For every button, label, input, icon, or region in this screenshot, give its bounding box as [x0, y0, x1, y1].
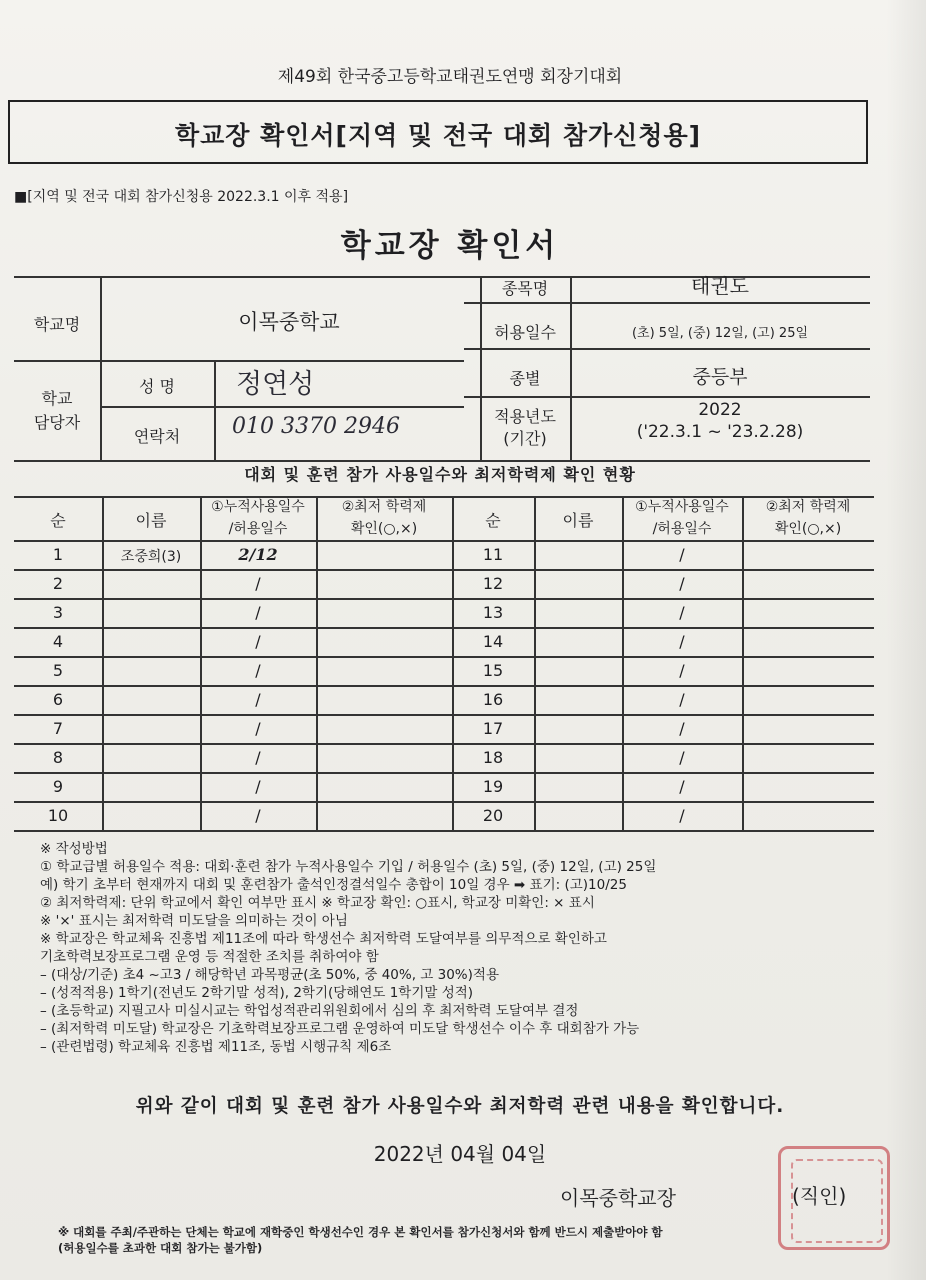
- contact-value: 010 3370 2946: [232, 414, 400, 439]
- row-number: 20: [482, 806, 504, 825]
- row-days: /: [679, 748, 685, 767]
- row-number: 1: [52, 545, 64, 564]
- note-line: ② 최저학력제: 단위 학교에서 확인 여부만 표시 ※ 학교장 확인: ○표시, 학교장 미확인: × 표시: [40, 895, 595, 911]
- row-days: /: [679, 719, 685, 738]
- row-days: /: [255, 748, 261, 767]
- table-row-line: [14, 801, 874, 803]
- period-value: ('22.3.1 ~ '23.2.28): [636, 422, 804, 442]
- note-line: – (최저학력 미도달) 학교장은 기초학력보장프로그램 운영하여 미도달 학생선수 이수 후 대회참가 가능: [40, 1021, 640, 1037]
- row-number: 4: [52, 632, 64, 651]
- main-title: 학교장 확인서: [340, 228, 560, 264]
- table-row-line: [14, 598, 874, 600]
- year-label-1: 적용년도: [494, 407, 556, 426]
- row-number: 18: [482, 748, 504, 767]
- note-line: – (성적적용) 1학기(전년도 2학기말 성적), 2학기(당해연도 1학기말 성적): [40, 985, 474, 1001]
- row-number: 15: [482, 661, 504, 680]
- row-days: /: [679, 545, 685, 564]
- note-line: ※ 작성방법: [40, 841, 108, 857]
- row-days: /: [255, 806, 261, 825]
- row-days: /: [679, 632, 685, 651]
- table-row-line: [14, 656, 874, 658]
- header-days-2: /허용일수: [652, 521, 712, 537]
- table-col-line: [534, 496, 536, 830]
- header-name: 이름: [562, 511, 594, 530]
- info-table: [14, 266, 870, 462]
- row-name: 조중희(3): [120, 549, 182, 565]
- document-date: 2022년 04월 04일: [373, 1142, 547, 1166]
- footer-note: [58, 1224, 878, 1256]
- table-row-line: [14, 569, 874, 571]
- name-label: 성 명: [139, 377, 175, 396]
- event-value: 태권도: [691, 274, 749, 298]
- footer-line: (허용일수를 초과한 대회 참가는 불가함): [58, 1241, 263, 1255]
- note-line: ※ 학교장은 학교체육 진흥법 제11조에 따라 학생선수 최저학력 도달여부를 의무적으로 확인하고: [40, 931, 607, 947]
- school-label: 학교명: [33, 315, 81, 334]
- division-label: 종별: [509, 369, 541, 388]
- header-grade-1: ②최저 학력제: [765, 499, 851, 515]
- year-label-2: (기간): [503, 429, 547, 448]
- row-days: /: [679, 777, 685, 796]
- row-number: 19: [482, 777, 504, 796]
- header-grade-1: ②최저 학력제: [341, 499, 427, 515]
- row-number: 8: [52, 748, 64, 767]
- manager-label-2: 담당자: [33, 413, 81, 432]
- note-line: – (대상/기준) 초4 ~고3 / 해당학년 과목평균(초 50%, 중 40%, 고 30%)적용: [40, 967, 499, 983]
- table-row-line: [14, 772, 874, 774]
- competition-name: 제49회 한국중고등학교태권도연맹 회장기대회: [277, 67, 623, 87]
- table-row-line: [14, 540, 874, 542]
- row-number: 5: [52, 661, 64, 680]
- row-days: /: [679, 603, 685, 622]
- row-days: /: [679, 574, 685, 593]
- table-col-line: [742, 496, 744, 830]
- note-line: – (관련법령) 학교체육 진흥법 제11조, 동법 시행규칙 제6조: [40, 1039, 392, 1055]
- row-number: 9: [52, 777, 64, 796]
- row-days: /: [679, 661, 685, 680]
- box-title: 학교장 확인서[지역 및 전국 대회 참가신청용]: [174, 121, 702, 150]
- row-days: /: [255, 632, 261, 651]
- table-col-line: [316, 496, 318, 830]
- row-number: 13: [482, 603, 504, 622]
- row-number: 17: [482, 719, 504, 738]
- note-line: ① 학교급별 허용일수 적용: 대회·훈련 참가 누적사용일수 기입 / 허용일수 (초) 5일, (중) 12일, (고) 25일: [40, 859, 657, 875]
- section-title: 대회 및 훈련 참가 사용일수와 최저학력제 확인 현황: [244, 465, 636, 484]
- header-name: 이름: [135, 511, 167, 530]
- header-order: 순: [50, 511, 66, 530]
- school-value: 이목중학교: [238, 310, 340, 334]
- header-order: 순: [485, 511, 501, 530]
- row-days: /: [255, 690, 261, 709]
- confirmation-statement: 위와 같이 대회 및 훈련 참가 사용일수와 최저학력 관련 내용을 확인합니다.: [135, 1096, 785, 1117]
- table-row-line: [14, 685, 874, 687]
- paper-edge-shadow: [886, 0, 926, 1280]
- participants-table: [14, 496, 874, 834]
- row-number: 7: [52, 719, 64, 738]
- contact-label: 연락처: [133, 427, 181, 446]
- table-row-line: [14, 714, 874, 716]
- note-line: 예) 학기 초부터 현재까지 대회 및 훈련참가 출석인정결석일수 총합이 10일 경우 ➡ 표기: (고)10/25: [40, 877, 627, 893]
- row-number: 14: [482, 632, 504, 651]
- row-number: 11: [482, 545, 504, 564]
- header-days-2: /허용일수: [228, 521, 288, 537]
- row-number: 3: [52, 603, 64, 622]
- footer-line: ※ 대회를 주최/주관하는 단체는 학교에 재학중인 학생선수인 경우 본 확인서를 참가신청서와 함께 반드시 제출받아야 함: [58, 1225, 663, 1239]
- row-days: /: [255, 719, 261, 738]
- division-value: 중등부: [692, 366, 748, 388]
- title-box: [8, 100, 868, 164]
- row-days: /: [679, 690, 685, 709]
- manager-label-1: 학교: [41, 389, 73, 408]
- note-line: ※ '×' 표시는 최저학력 미도달을 의미하는 것이 아님: [40, 913, 348, 929]
- seal-label: (직인): [792, 1184, 847, 1208]
- header-grade-2: 확인(○,×): [350, 521, 418, 537]
- writing-instructions: [40, 840, 890, 1056]
- header-days-1: ①누적사용일수: [635, 499, 729, 515]
- table-row-line: [14, 627, 874, 629]
- row-number: 10: [47, 806, 69, 825]
- row-days: /: [255, 603, 261, 622]
- note-line: 기초학력보장프로그램 운영 등 적절한 조치를 취하여야 함: [40, 949, 379, 965]
- table-row-line: [14, 743, 874, 745]
- row-days: /: [255, 574, 261, 593]
- table-row-line: [14, 830, 874, 832]
- row-number: 16: [482, 690, 504, 709]
- event-label: 종목명: [501, 279, 549, 298]
- row-number: 2: [52, 574, 64, 593]
- row-days: 2/12: [238, 545, 278, 564]
- allowed-days-value: (초) 5일, (중) 12일, (고) 25일: [631, 326, 809, 341]
- allowed-days-label: 허용일수: [494, 323, 556, 342]
- row-days: /: [255, 661, 261, 680]
- row-number: 12: [482, 574, 504, 593]
- principal-name: 이목중학교장: [560, 1186, 676, 1210]
- name-value: 정연성: [236, 369, 315, 400]
- year-value: 2022: [698, 400, 742, 420]
- row-days: /: [679, 806, 685, 825]
- row-number: 6: [52, 690, 64, 709]
- header-days-1: ①누적사용일수: [211, 499, 305, 515]
- header-grade-2: 확인(○,×): [774, 521, 842, 537]
- row-days: /: [255, 777, 261, 796]
- subtitle: ■[지역 및 전국 대회 참가신청용 2022.3.1 이후 적용]: [14, 189, 349, 205]
- note-line: – (초등학교) 지필고사 미실시교는 학업성적관리위원회에서 심의 후 최저학력 도달여부 결정: [40, 1003, 579, 1019]
